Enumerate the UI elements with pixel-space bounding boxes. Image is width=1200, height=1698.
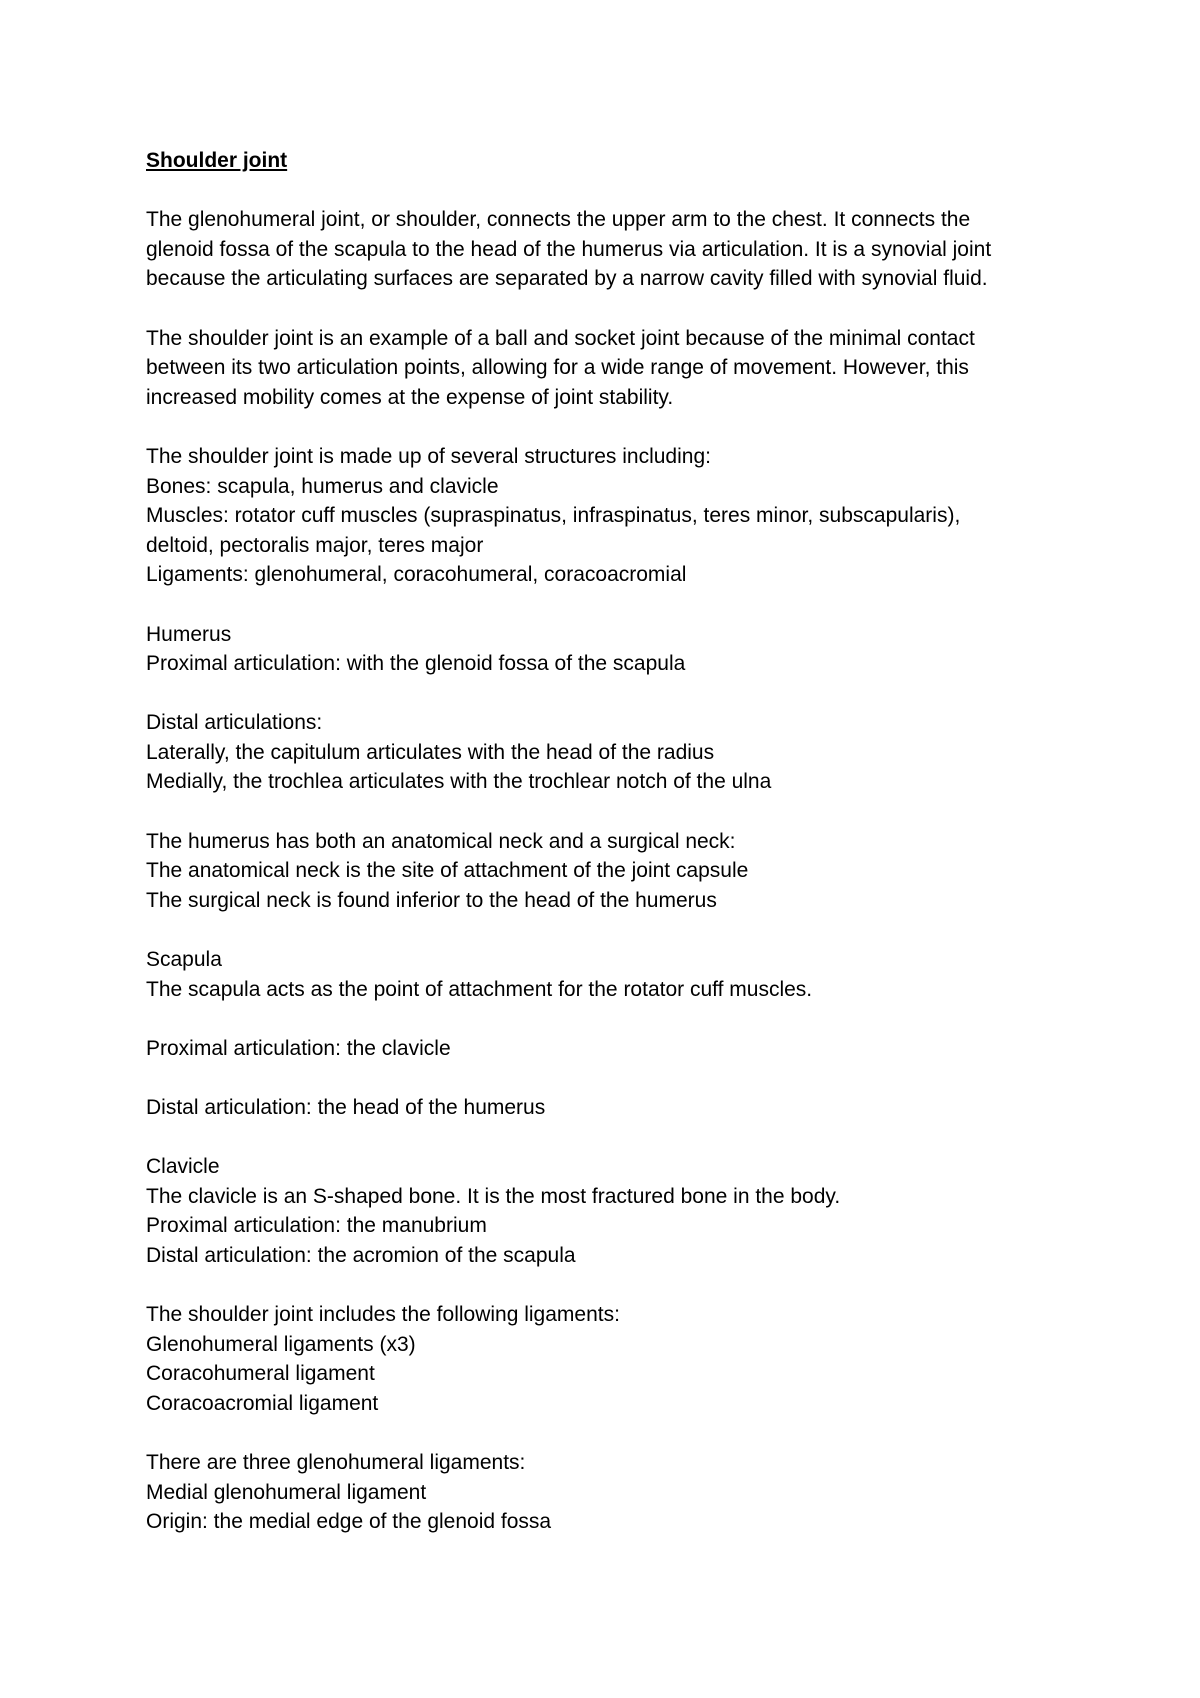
spacer	[146, 915, 1106, 945]
ligaments-line: Glenohumeral ligaments (x3)	[146, 1332, 416, 1356]
scapula-heading: Scapula	[146, 948, 222, 972]
necks-line: The surgical neck is found inferior to the head of the humerus	[146, 888, 717, 912]
clavicle-line: Proximal articulation: the manubrium	[146, 1214, 487, 1238]
intro-line: The glenohumeral joint, or shoulder, connects the upper arm to the chest. It connects the	[146, 208, 971, 232]
clavicle-heading: Clavicle	[146, 1155, 220, 1179]
spacer	[146, 1123, 1106, 1153]
document-body	[146, 146, 1106, 1537]
distal-line: Distal articulations:	[146, 711, 323, 735]
glenohumeral-line: Medial glenohumeral ligament	[146, 1480, 427, 1504]
spacer	[146, 1063, 1106, 1093]
ball-socket-line: increased mobility comes at the expense of joint stability.	[146, 385, 674, 409]
scapula-distal-line: Distal articulation: the head of the humerus	[146, 1096, 546, 1119]
necks-line: The anatomical neck is the site of attachment of the joint capsule	[146, 859, 749, 883]
spacer	[146, 1419, 1106, 1449]
scapula-proximal-line: Proximal articulation: the clavicle	[146, 1036, 451, 1060]
distal-line: Medially, the trochlea articulates with the trochlear notch of the ulna	[146, 770, 772, 794]
ball-socket-line: The shoulder joint is an example of a ball and socket joint because of the minimal contact	[146, 326, 975, 350]
distal-line: Laterally, the capitulum articulates with the head of the radius	[146, 740, 715, 764]
intro-line: because the articulating surfaces are separated by a narrow cavity filled with synovial fluid.	[146, 267, 988, 291]
intro-line: glenoid fossa of the scapula to the head of the humerus via articulation. It is a synovial joint	[146, 237, 992, 261]
scapula-line: The scapula acts as the point of attachment for the rotator cuff muscles.	[146, 977, 813, 1001]
ball-socket-line: between its two articulation points, allowing for a wide range of movement. However, this	[146, 356, 969, 380]
spacer	[146, 1004, 1106, 1034]
humerus-line: Proximal articulation: with the glenoid fossa of the scapula	[146, 652, 686, 676]
structures-line: deltoid, pectoralis major, teres major	[146, 533, 484, 557]
spacer	[146, 412, 1106, 442]
clavicle-line: Distal articulation: the acromion of the scapula	[146, 1243, 576, 1267]
humerus-heading: Humerus	[146, 622, 232, 646]
structures-line: Bones: scapula, humerus and clavicle	[146, 474, 499, 498]
clavicle-line: The clavicle is an S-shaped bone. It is the most fractured bone in the body.	[146, 1184, 841, 1208]
structures-line: The shoulder joint is made up of several structures including:	[146, 444, 711, 468]
ligaments-line: Coracoacromial ligament	[146, 1391, 379, 1415]
spacer	[146, 1271, 1106, 1301]
glenohumeral-line: Origin: the medial edge of the glenoid fossa	[146, 1510, 552, 1534]
document-title: Shoulder joint	[146, 149, 288, 172]
structures-line: Muscles: rotator cuff muscles (supraspinatus, infraspinatus, teres minor, subscapularis),	[146, 504, 961, 528]
spacer	[146, 590, 1106, 620]
spacer	[146, 294, 1106, 324]
structures-line: Ligaments: glenohumeral, coracohumeral, coracoacromial	[146, 563, 687, 587]
necks-line: The humerus has both an anatomical neck and a surgical neck:	[146, 829, 736, 853]
spacer	[146, 797, 1106, 827]
ligaments-line: Coracohumeral ligament	[146, 1362, 375, 1386]
spacer	[146, 176, 1106, 206]
glenohumeral-line: There are three glenohumeral ligaments:	[146, 1451, 526, 1475]
ligaments-line: The shoulder joint includes the following ligaments:	[146, 1303, 620, 1327]
spacer	[146, 679, 1106, 709]
